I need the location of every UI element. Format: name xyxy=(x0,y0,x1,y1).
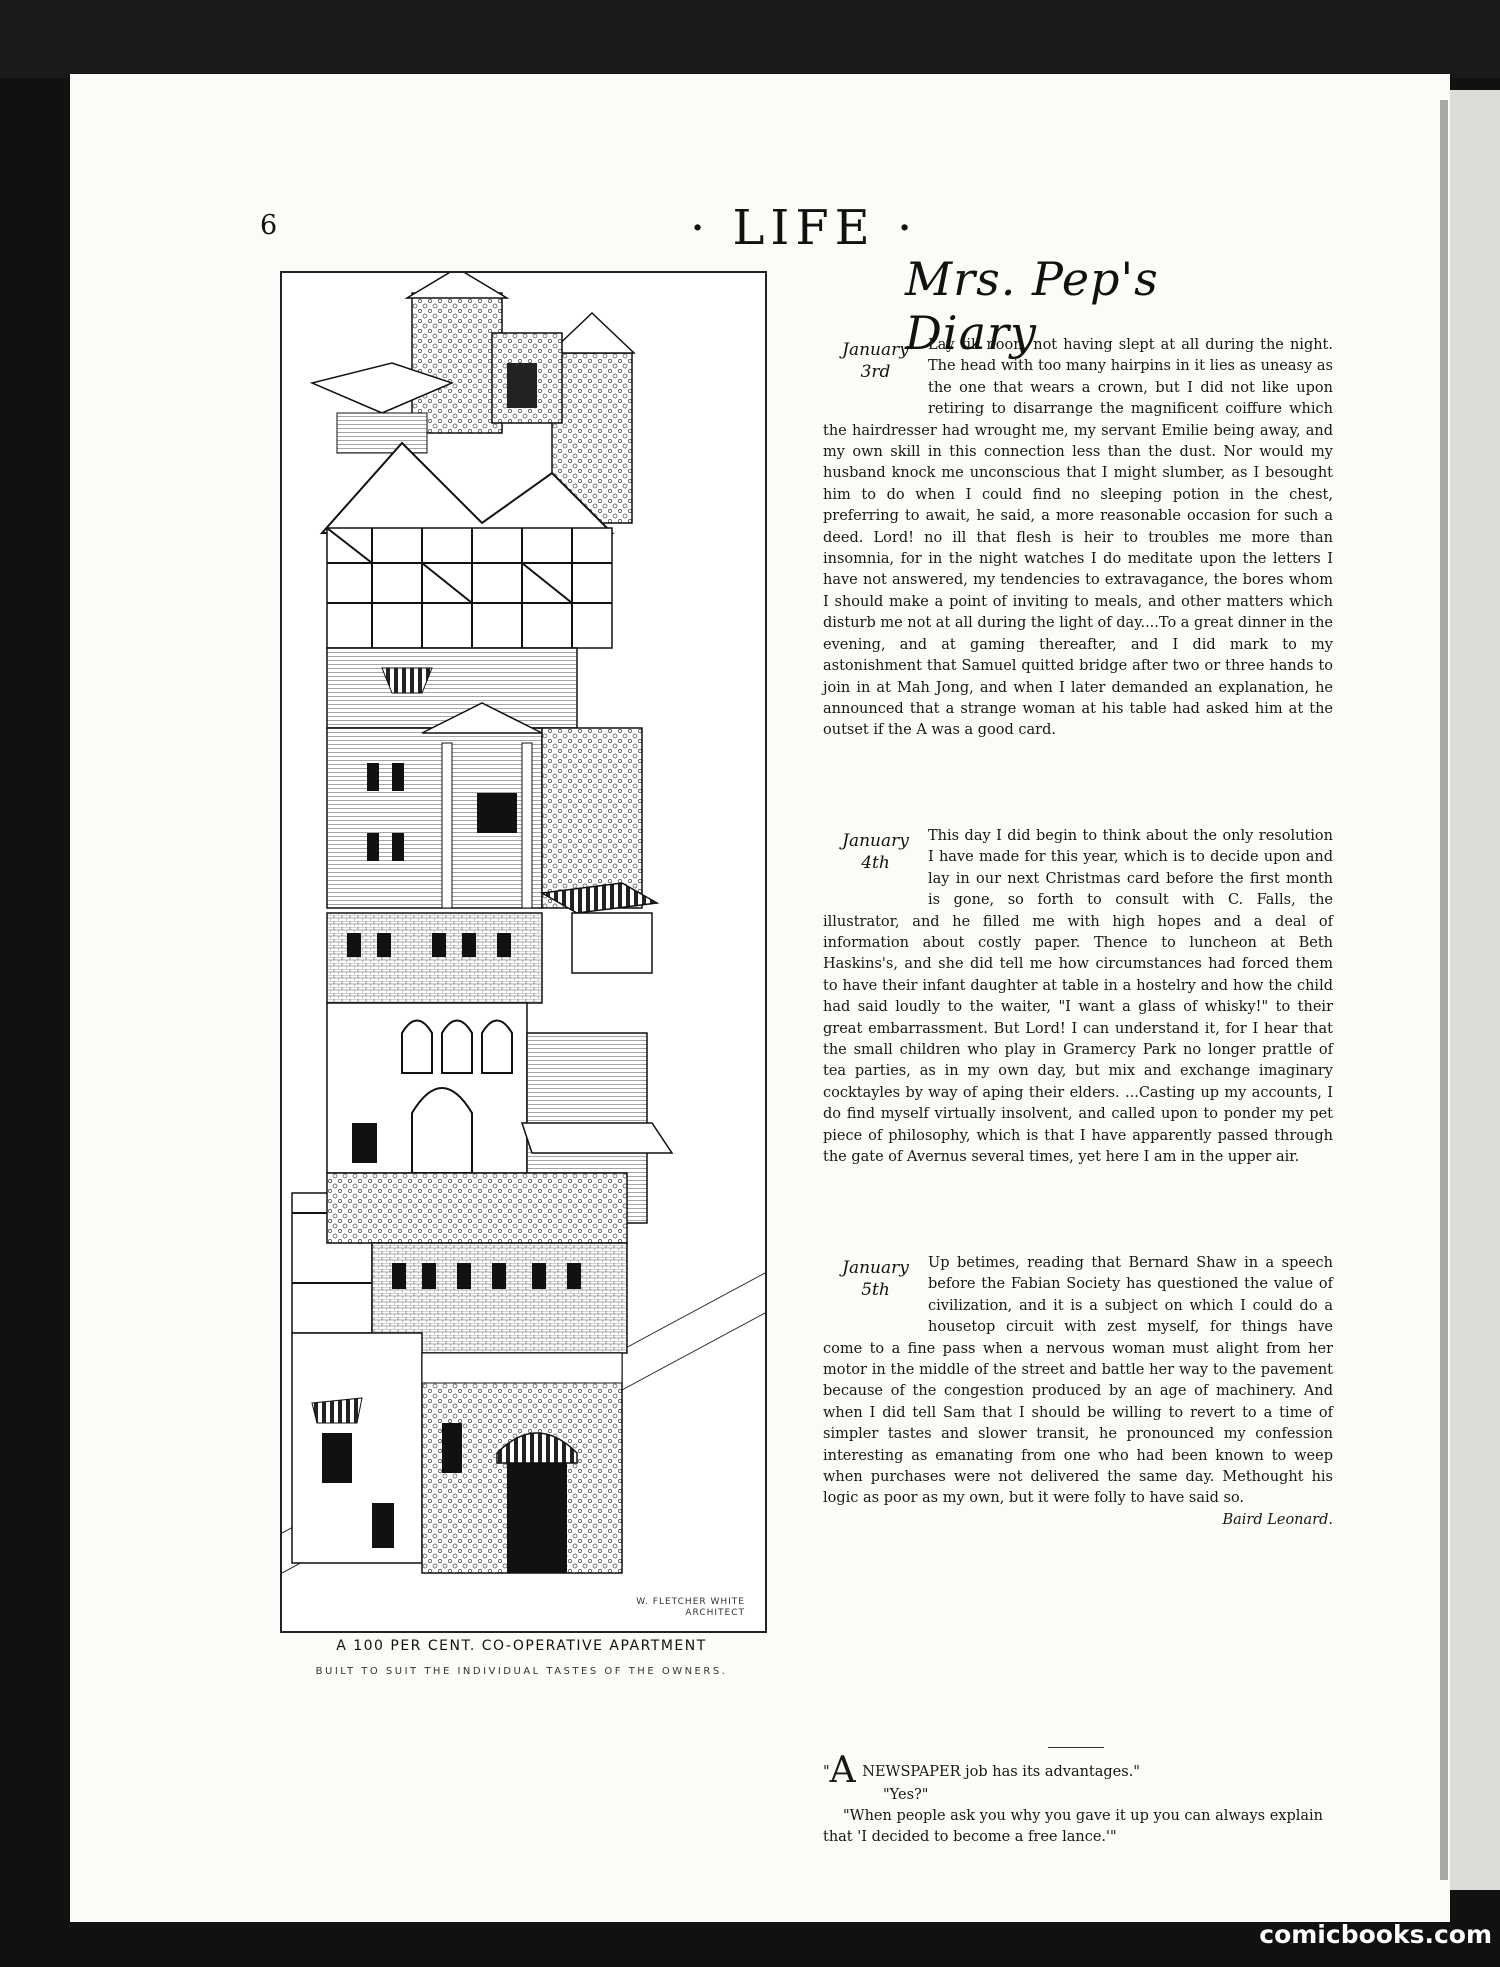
masthead-title: · LIFE · xyxy=(690,200,919,256)
entry-date xyxy=(823,335,928,417)
entry-date xyxy=(823,826,928,908)
newspaper-joke xyxy=(823,1750,1333,1848)
date-month: January xyxy=(842,1258,909,1278)
entry-body: Up betimes, reading that Bernard Shaw in a speech before the Fabian Society has questioned the value of civilization, and it is a subject on which I could do a housetop circuit with zest myself, for things have come to a fine pass when a nervous woman must alight from her motor in the middle of the street and battle her way to the pavement because of the congestion produced by an age of machinery. And when I did tell Sam that I should be willing to revert to a time of simpler tastes and slower transit, he pronounced my confession interesting as emanating from one who had been known to weep when purchases were not delivered the same day. Methought his logic as poor as my own, but it were folly to have said so. xyxy=(823,1255,1333,1507)
artist-signature xyxy=(600,1597,745,1619)
page-edge-shadow xyxy=(1440,100,1448,1880)
author-signature: Baird Leonard. xyxy=(1222,1511,1333,1528)
joke-text-1: NEWSPAPER job has its advantages." xyxy=(857,1764,1140,1780)
diary-entry-jan-4 xyxy=(823,826,1333,1169)
date-day: 4th xyxy=(861,853,890,873)
signature-title: ARCHITECT xyxy=(685,1608,745,1618)
date-month: January xyxy=(842,340,909,360)
apartment-illustration xyxy=(280,271,767,1633)
scan-border-top xyxy=(0,0,1500,78)
page-number: 6 xyxy=(260,210,278,241)
diary-entry-jan-5 xyxy=(823,1253,1333,1531)
diary-entry-jan-3 xyxy=(823,335,1333,742)
date-month: January xyxy=(842,831,909,851)
date-day: 5th xyxy=(861,1280,890,1300)
building-drawing xyxy=(282,273,765,1631)
illustration-caption xyxy=(280,1638,763,1677)
article-title: Mrs. Pep's Diary xyxy=(905,252,1159,360)
date-day: 3rd xyxy=(860,362,891,382)
watermark: comicbooks.com xyxy=(1259,1920,1492,1949)
joke-line-2: "Yes?" xyxy=(883,1787,929,1803)
entry-text: Lay till noon, not having slept at all during the night. The head with too many hairpins in it lies as uneasy as the one that wears a crown, but I did not like upon retiring to disarrange the magnificent coiffure which the hairdresser had wrought me, my servant Emilie being away, and my own skill in this connection less than the dust. Nor would my husband knock me unconscious that I might slumber, as I besought him to do when I could find no sleeping potion in the chest, preferring to await, he said, a more reasonable occasion for such a deed. Lord! no ill that flesh is heir to troubles me more than insomnia, for in the night watches I do meditate upon the letters I have not answered, my tendencies to extravagance, the bores whom I should make a point of inviting to meals, and other matters which disturb me not at all during the light of day....To a great dinner in the evening, and at gaming thereafter, and I did mark to my astonishment that Samuel quitted bridge after two or three hands to join in at Mah Jong, and when I later demanded an explanation, he announced that a strange woman at his table had asked him at the outset if the A was a good card. xyxy=(823,337,1333,739)
joke-line-1: "A NEWSPAPER job has its advantages." xyxy=(823,1750,1140,1791)
drop-cap: A xyxy=(829,1750,856,1791)
caption-main: A 100 PER CENT. CO-OPERATIVE APARTMENT xyxy=(336,1638,707,1654)
page-edge xyxy=(1446,90,1500,1890)
joke-line-3: "When people ask you why you gave it up you can always explain that 'I decided to become a free lance.'" xyxy=(823,1808,1323,1845)
entry-date xyxy=(823,1253,928,1335)
signature-name: W. FLETCHER WHITE xyxy=(636,1597,745,1607)
entry-text: This day I did begin to think about the only resolution I have made for this year, which is to decide upon and lay in our next Christmas card before the first month is gone, so forth to consult with C. Falls, the illustrator, and he filled me with high hopes and a deal of information about costly paper. Thence to luncheon at Beth Haskins's, and she did tell me how circumstances had forced them to have their infant daughter at table in a hostelry and how the child had said loudly to the waiter, "I want a glass of whisky!" to their great embarrassment. But Lord! I can understand it, for I hear that the small children who play in Gramercy Park no longer prattle of tea parties, as in my own day, but mix and exchange imaginary cocktayles by way of aping their elders. ...Casting up my accounts, I do find myself virtually insolvent, and called upon to ponder my pet piece of philosophy, which is that I have apparently passed through the gate of Avernus several times, yet here I am in the upper air. xyxy=(823,828,1333,1166)
section-divider xyxy=(1048,1747,1104,1748)
caption-sub: BUILT TO SUIT THE INDIVIDUAL TASTES OF THE OWNERS. xyxy=(315,1666,728,1677)
